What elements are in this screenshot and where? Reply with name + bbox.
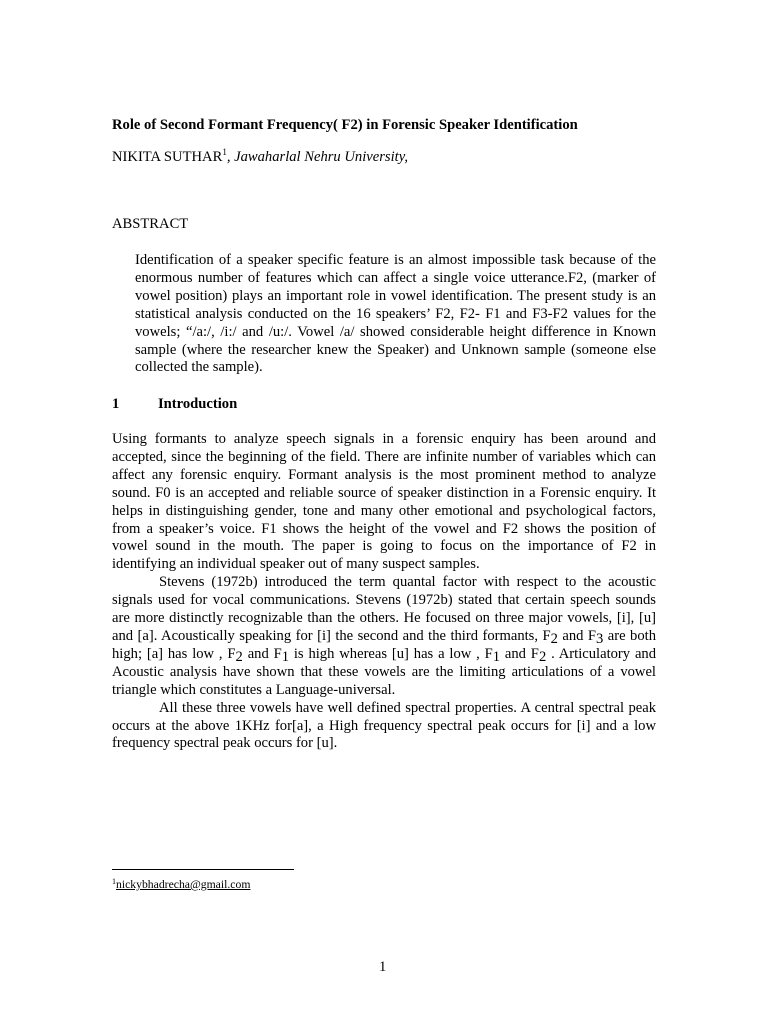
p2-text-2: and F <box>557 627 597 644</box>
intro-paragraph-3: All these three vowels have well defined spectral properties. A central spectral peak occurs at the above 1KHz for[a], a High frequency spectral peak occurs for [i] and a low frequency spectral peak occurs for [u]. <box>112 699 656 752</box>
section-heading <box>112 396 237 414</box>
section-title: Introduction <box>158 396 238 412</box>
p2-text-6: and F <box>500 645 539 662</box>
introduction-body <box>112 431 656 753</box>
author-name: NIKITA SUTHAR <box>112 149 223 165</box>
section-number: 1 <box>112 396 120 412</box>
intro-paragraph-1: Using formants to analyze speech signals in a forensic enquiry has been around and accepted, since the beginning of the field. There are infinite number of variables which can affect any forensic enquiry. Formant analysis is the most prominent method to analyze sound. F0 is an accepted and reliable source of speaker distinction in a Forensic enquiry. It helps in distinguishing gender, tone and many other emotional and psychological factors, from a speaker’s voice. F1 shows the height of the vowel and F2 shows the position of vowel sound in the mouth. The paper is going to focus on the importance of F2 in identifying an individual speaker out of many suspect samples. <box>112 431 656 573</box>
footnote-mark: 1 <box>112 877 116 886</box>
p2-subscript-6: 2 <box>538 648 547 665</box>
p2-subscript-3: 2 <box>235 648 243 665</box>
p2-subscript-1: 2 <box>550 630 558 647</box>
p2-text-4: and F <box>242 645 282 662</box>
author-line <box>112 149 408 167</box>
author-affiliation: , Jawaharlal Nehru University, <box>226 149 409 165</box>
p2-text-5: is high whereas [u] has a low , F <box>289 645 493 662</box>
p2-subscript-4: 1 <box>281 648 290 665</box>
intro-paragraph-2 <box>112 574 656 699</box>
p2-text-7: . Articulatory and Acoustic analysis have shown that these vowels are the limiting articulations of a vowel triangle which constitutes a Language-universal. <box>112 645 657 698</box>
abstract-text: Identification of a speaker specific feature is an almost impossible task because of the enormous number of features which can affect a single voice utterance.F2, (marker of vowel position) plays an important role in vowel identification. The present study is an statistical analysis conducted on the 16 speakers’ F2, F2- F1 and F3-F2 values for the vowels; “/a:/, /i:/ and /u:/. Vowel /a/ showed considerable height difference in Known sample (where the researcher knew the Speaker) and Unknown sample (someone else collected the sample). <box>135 252 656 376</box>
abstract-heading: ABSTRACT <box>112 216 189 232</box>
page-number: 1 <box>379 959 387 975</box>
author-footnote-mark: 1 <box>222 147 227 157</box>
p2-subscript-2: 3 <box>596 630 604 647</box>
footnote-separator <box>112 869 294 870</box>
footnote <box>112 876 250 894</box>
p2-text-3: are both high; [a] has low , F <box>112 627 657 662</box>
paper-title: Role of Second Formant Frequency( F2) in Forensic Speaker Identification <box>112 117 578 133</box>
p2-subscript-5: 1 <box>492 648 501 665</box>
footnote-email-link[interactable]: nickybhadrecha@gmail.com <box>116 878 251 891</box>
p2-text-1: Stevens (1972b) introduced the term quantal factor with respect to the acoustic signals used for vocal communications. Stevens (1972b) stated that certain speech sounds are more distinctly recognizable than the others. He focused on three major vowels, [i], [u] and [a]. Acoustically speaking for [i] the second and the third formants, F <box>112 574 656 644</box>
